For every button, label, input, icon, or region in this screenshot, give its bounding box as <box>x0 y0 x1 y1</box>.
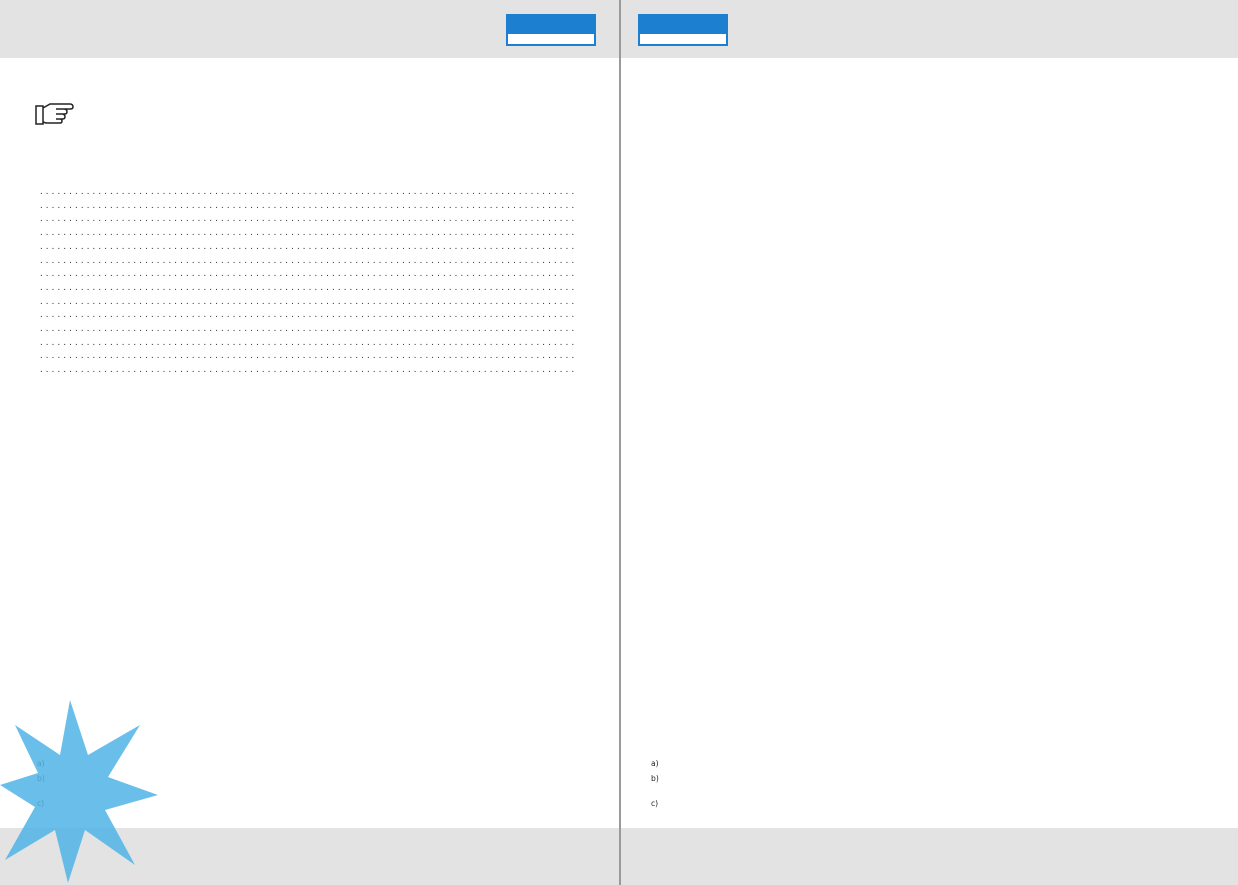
general-row <box>34 282 575 294</box>
general-row <box>34 268 575 280</box>
general-row <box>34 364 575 376</box>
general-label <box>34 309 37 320</box>
bauer-logo <box>638 14 728 46</box>
general-label <box>34 350 37 361</box>
general-row <box>34 241 575 253</box>
general-label <box>34 323 37 334</box>
general-row <box>34 200 575 212</box>
star-burst-icon <box>0 695 160 885</box>
footnote-a: a) <box>651 759 659 768</box>
general-row <box>34 296 575 308</box>
footer-band <box>620 828 1238 885</box>
general-label <box>34 268 37 279</box>
general-label <box>34 282 37 293</box>
right-page <box>620 0 1238 885</box>
general-row <box>34 309 575 321</box>
general-row <box>34 337 575 349</box>
general-label <box>34 337 37 348</box>
general-label <box>34 241 37 252</box>
general-label <box>34 186 37 197</box>
page-divider <box>619 0 621 885</box>
general-row <box>34 350 575 362</box>
footnote-c: c) <box>651 799 659 808</box>
general-label <box>34 296 37 307</box>
general-row <box>34 255 575 267</box>
general-row <box>34 213 575 225</box>
general-label <box>34 227 37 238</box>
bauer-logo <box>506 14 596 46</box>
general-row <box>34 323 575 335</box>
general-label <box>34 364 37 375</box>
general-label <box>34 255 37 266</box>
general-label <box>34 213 37 224</box>
general-row <box>34 227 575 239</box>
footnote-b: b) <box>651 774 659 783</box>
general-row <box>34 186 575 198</box>
general-label <box>34 200 37 211</box>
pointing-hand-icon <box>34 100 74 128</box>
